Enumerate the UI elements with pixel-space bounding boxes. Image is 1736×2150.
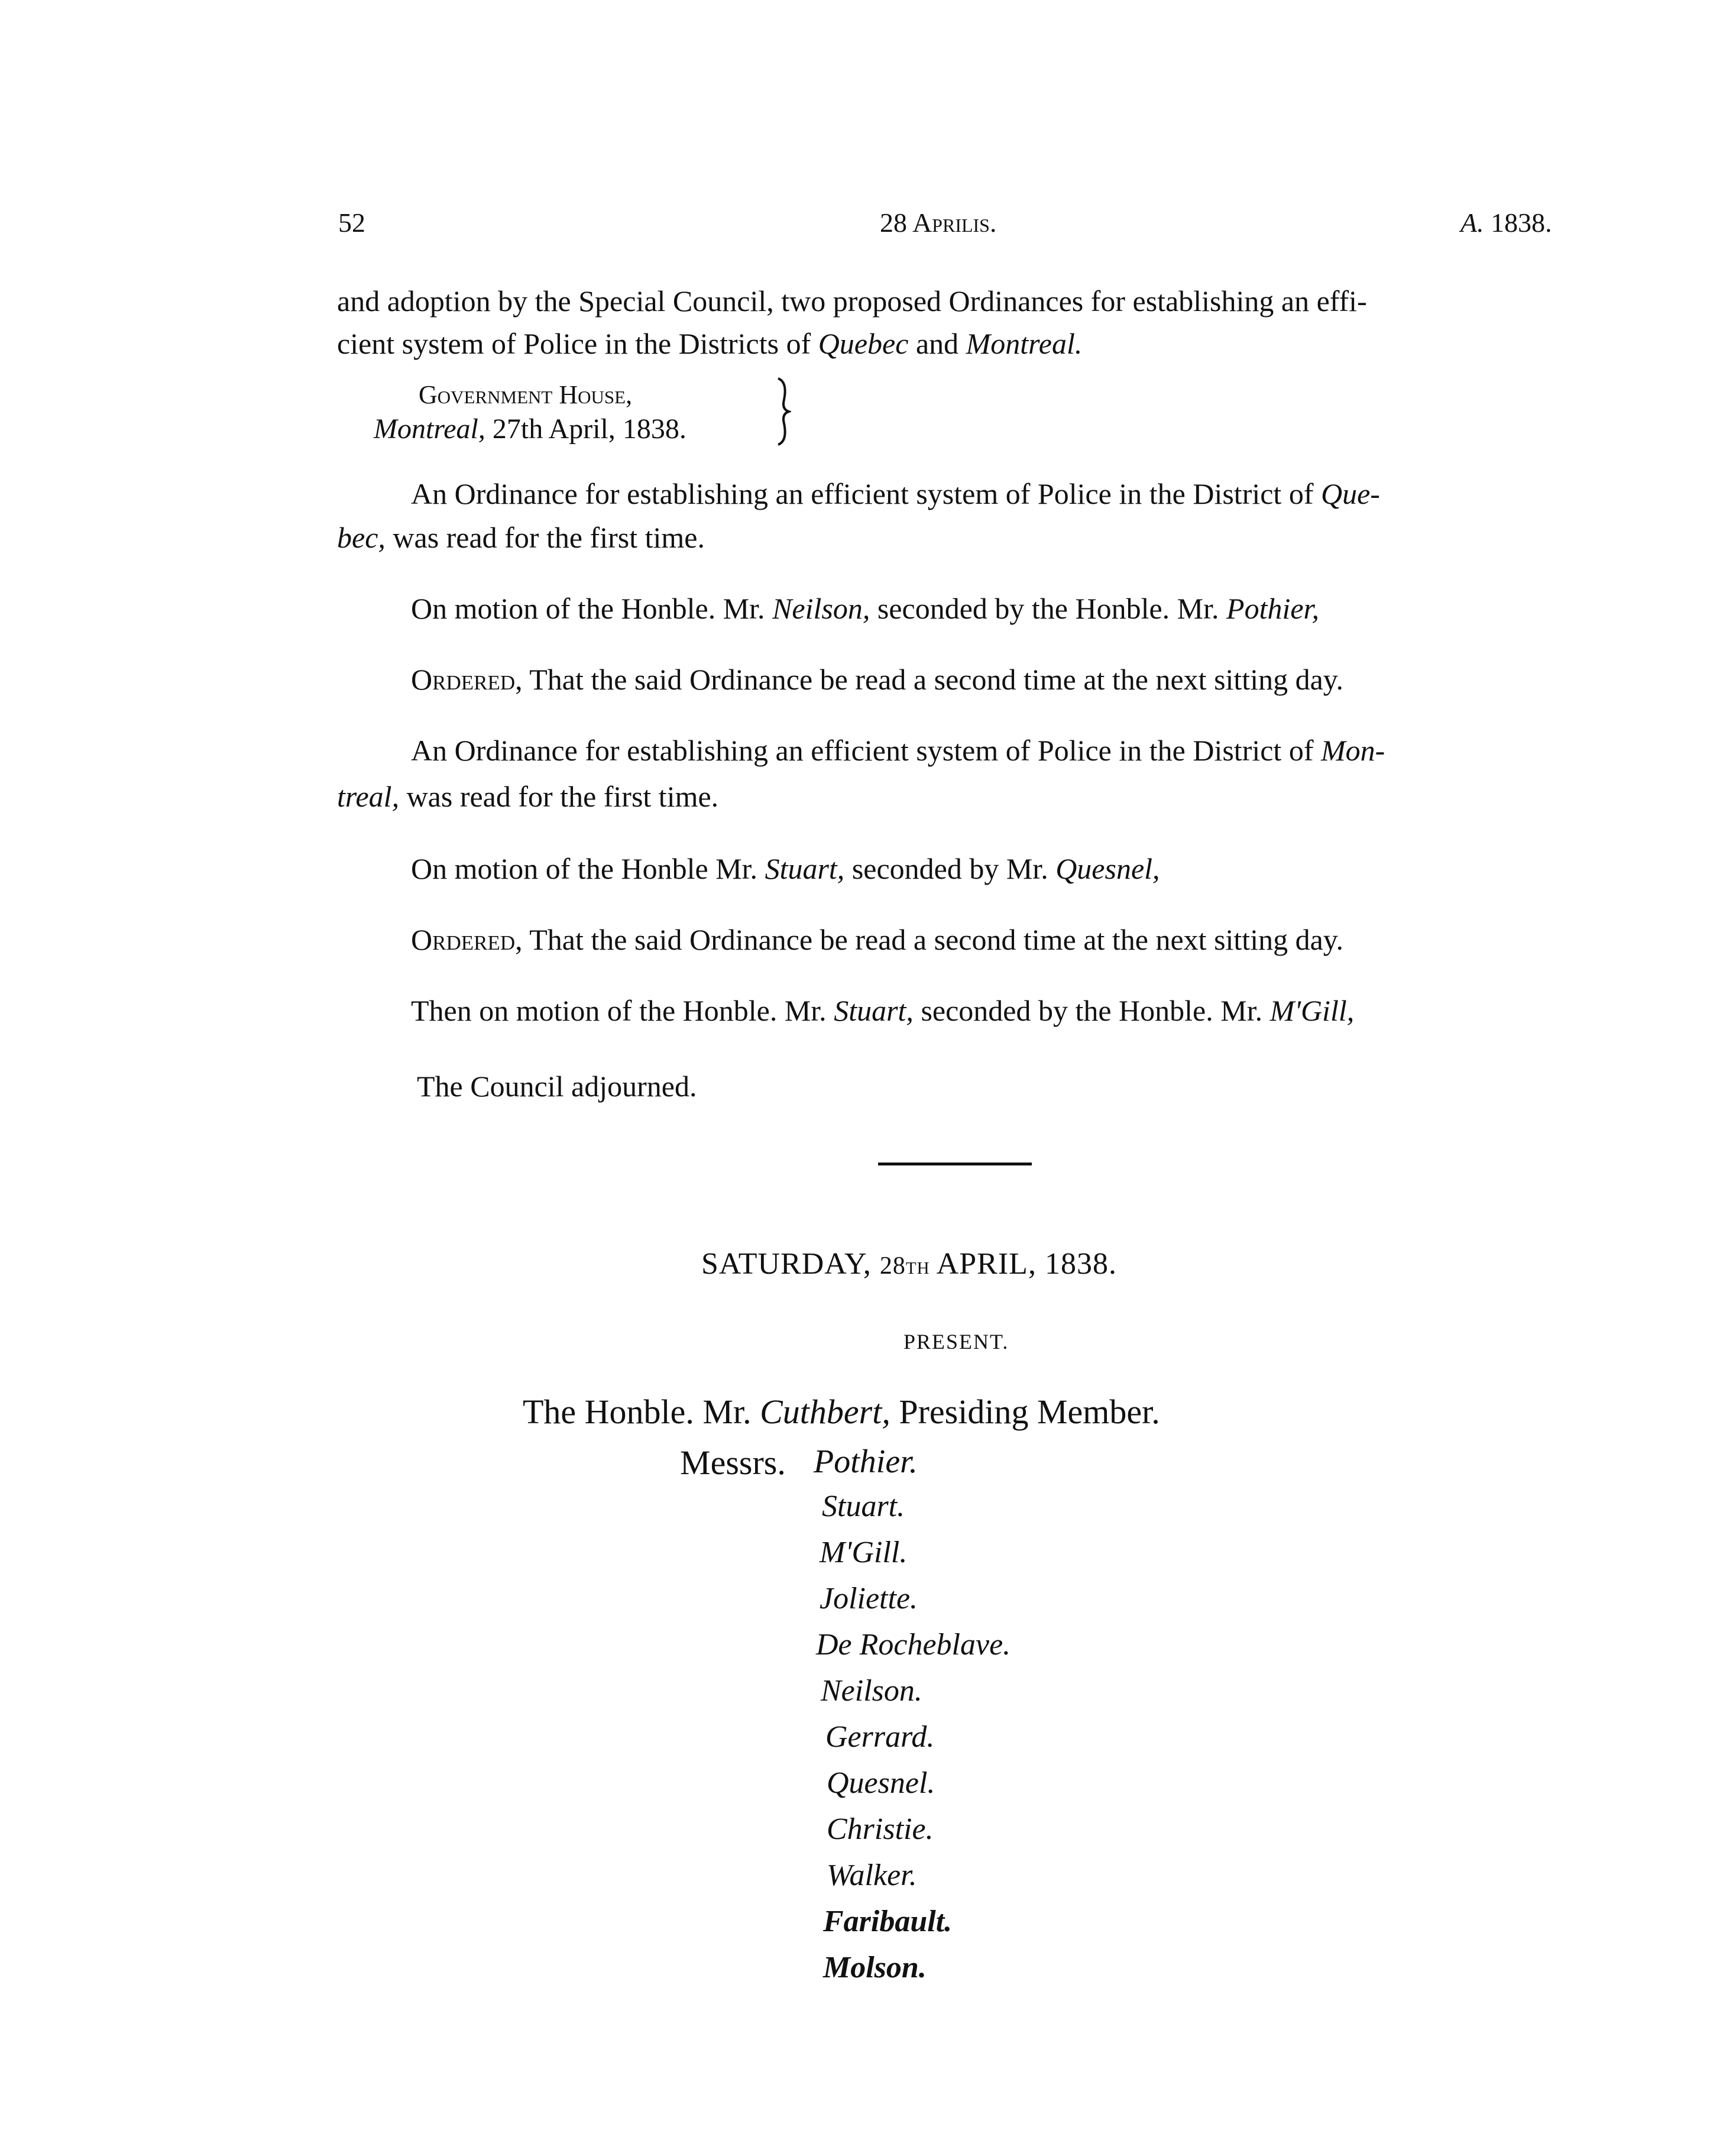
year-prefix: A. xyxy=(1460,208,1484,238)
para-text: seconded by the Honble. Mr. xyxy=(870,592,1227,625)
para-1-line-1 xyxy=(411,477,1380,511)
session-month: APRIL, xyxy=(936,1247,1037,1281)
member-name: Gerrard. xyxy=(825,1720,935,1754)
para-5 xyxy=(411,851,1160,886)
signature-house: Government House, xyxy=(419,380,633,409)
para-text: On motion of the Honble Mr. xyxy=(411,852,765,885)
member-name: Pothier. xyxy=(814,1443,918,1480)
place-quebec: Que- xyxy=(1320,477,1380,510)
place-quebec: bec, xyxy=(337,521,386,554)
member-name: Joliette. xyxy=(820,1582,918,1615)
member-name: M'Gill. xyxy=(820,1536,908,1569)
para-text: seconded by Mr. xyxy=(844,852,1056,885)
member-name: Pothier, xyxy=(1226,592,1319,625)
session-year: 1838. xyxy=(1044,1247,1117,1281)
session-day: SATURDAY, xyxy=(701,1247,872,1281)
member-name: Stuart, xyxy=(834,994,914,1027)
messrs-label: Messrs. xyxy=(680,1443,786,1482)
presiding-member-name: Cuthbert, xyxy=(760,1393,890,1431)
para-text: Then on motion of the Honble. Mr. xyxy=(411,994,834,1027)
para-4-line-1 xyxy=(411,733,1385,768)
intro-line-1: and adoption by the Special Council, two proposed Ordinances for establishing an effi- xyxy=(337,284,1367,318)
para-text: was read for the first time. xyxy=(385,521,705,554)
signature-date xyxy=(374,413,686,445)
para-6 xyxy=(411,922,1343,957)
member-name: Molson. xyxy=(823,1951,927,1984)
place-montreal: treal, xyxy=(337,780,400,813)
intro-line-2 xyxy=(337,326,1082,361)
member-name: De Rocheblave. xyxy=(816,1628,1011,1662)
ordered-label: Ordered, xyxy=(411,663,523,696)
para-text: That the said Ordinance be read a second time at the next sitting day. xyxy=(522,923,1344,956)
session-heading xyxy=(701,1246,1117,1281)
presiding-prefix: The Honble. Mr. xyxy=(523,1393,760,1431)
year-value: 1838. xyxy=(1491,208,1552,238)
member-name: Neilson, xyxy=(772,592,870,625)
para-text: That the said Ordinance be read a second time at the next sitting day. xyxy=(522,663,1344,696)
member-name: Stuart, xyxy=(765,852,845,885)
member-name: Walker. xyxy=(827,1858,917,1892)
present-heading: PRESENT. xyxy=(903,1330,1009,1354)
session-date-number: 28th xyxy=(879,1252,930,1280)
page-number: 52 xyxy=(338,208,365,238)
presiding-member-line xyxy=(523,1392,1160,1432)
para-3 xyxy=(411,662,1343,697)
running-year xyxy=(1460,207,1552,238)
member-name: Quesnel, xyxy=(1055,852,1160,885)
member-name: Quesnel. xyxy=(827,1766,935,1800)
para-2 xyxy=(411,591,1319,626)
member-name: Faribault. xyxy=(823,1905,953,1938)
para-1-line-2 xyxy=(337,520,705,555)
member-name: Christie. xyxy=(827,1812,934,1846)
para-text: seconded by the Honble. Mr. xyxy=(913,994,1270,1027)
member-name: Neilson. xyxy=(821,1674,922,1708)
signature-date-text: 27th April, 1838. xyxy=(485,413,686,445)
signature-place: Montreal, xyxy=(374,413,485,445)
para-7 xyxy=(411,993,1354,1028)
para-text: was read for the first time. xyxy=(399,780,719,813)
place-montreal: Montreal. xyxy=(966,327,1083,360)
place-quebec: Quebec xyxy=(818,327,909,360)
para-text: An Ordinance for establishing an efficient system of Police in the District of xyxy=(411,734,1321,767)
section-divider xyxy=(878,1163,1032,1165)
para-8: The Council adjourned. xyxy=(417,1070,697,1103)
intro-text: and xyxy=(908,327,966,360)
member-name: M'Gill, xyxy=(1269,994,1355,1027)
intro-text: cient system of Police in the Districts of xyxy=(337,327,818,360)
place-montreal: Mon- xyxy=(1320,734,1385,767)
presiding-role: Presiding Member. xyxy=(890,1393,1160,1431)
brace-mark xyxy=(775,376,791,447)
ordered-label: Ordered, xyxy=(411,923,523,956)
member-name: Stuart. xyxy=(822,1490,905,1523)
para-text: On motion of the Honble. Mr. xyxy=(411,592,773,625)
para-text: An Ordinance for establishing an efficient system of Police in the District of xyxy=(411,477,1321,510)
running-date: 28 Aprilis. xyxy=(880,208,997,238)
para-4-line-2 xyxy=(337,779,718,814)
